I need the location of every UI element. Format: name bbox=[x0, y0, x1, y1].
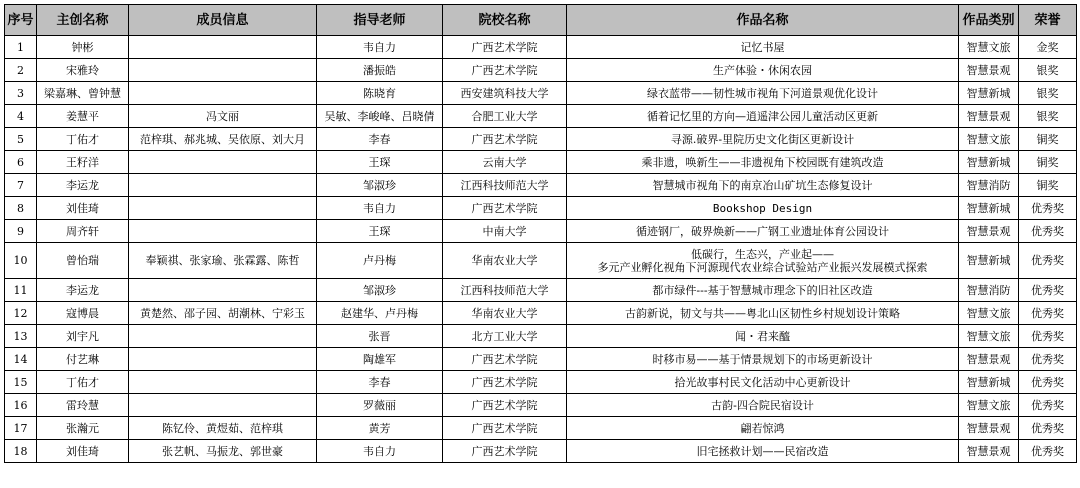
cell-work: 记忆书屋 bbox=[567, 36, 959, 59]
cell-advisor: 张晋 bbox=[317, 325, 443, 348]
table-row bbox=[5, 325, 1077, 348]
cell-members bbox=[129, 151, 317, 174]
cell-lead: 李运龙 bbox=[37, 174, 129, 197]
cell-members bbox=[129, 36, 317, 59]
cell-advisor: 王琛 bbox=[317, 220, 443, 243]
cell-lead: 梁嘉琳、曾钟慧 bbox=[37, 82, 129, 105]
cell-honor: 优秀奖 bbox=[1019, 371, 1077, 394]
cell-school: 广西艺术学院 bbox=[443, 128, 567, 151]
cell-members bbox=[129, 220, 317, 243]
cell-school: 广西艺术学院 bbox=[443, 394, 567, 417]
cell-category: 智慧新城 bbox=[959, 197, 1019, 220]
cell-lead: 张瀚元 bbox=[37, 417, 129, 440]
cell-index: 8 bbox=[5, 197, 37, 220]
cell-work-line: 低碳行，生态兴，产业起—— bbox=[691, 247, 834, 261]
cell-honor: 优秀奖 bbox=[1019, 325, 1077, 348]
cell-members: 陈钇伶、黄煜茹、范梓琪 bbox=[129, 417, 317, 440]
cell-category: 智慧文旅 bbox=[959, 325, 1019, 348]
cell-advisor: 罗薇丽 bbox=[317, 394, 443, 417]
cell-index: 13 bbox=[5, 325, 37, 348]
cell-school: 广西艺术学院 bbox=[443, 440, 567, 463]
header-lead: 主创名称 bbox=[37, 5, 129, 36]
header-advisor: 指导老师 bbox=[317, 5, 443, 36]
cell-honor: 银奖 bbox=[1019, 82, 1077, 105]
table-row bbox=[5, 348, 1077, 371]
table-row bbox=[5, 174, 1077, 197]
cell-index: 4 bbox=[5, 105, 37, 128]
cell-category: 智慧新城 bbox=[959, 243, 1019, 279]
cell-school: 合肥工业大学 bbox=[443, 105, 567, 128]
cell-work: 绿衣蓝带——韧性城市视角下河道景观优化设计 bbox=[567, 82, 959, 105]
cell-lead: 寇博晨 bbox=[37, 302, 129, 325]
cell-members bbox=[129, 394, 317, 417]
header-row bbox=[5, 5, 1077, 36]
cell-lead: 付艺琳 bbox=[37, 348, 129, 371]
cell-work: 旧宅拯救计划——民宿改造 bbox=[567, 440, 959, 463]
table-row bbox=[5, 82, 1077, 105]
cell-honor: 优秀奖 bbox=[1019, 279, 1077, 302]
cell-school: 西安建筑科技大学 bbox=[443, 82, 567, 105]
table-row bbox=[5, 128, 1077, 151]
cell-school: 广西艺术学院 bbox=[443, 59, 567, 82]
cell-lead: 周齐轩 bbox=[37, 220, 129, 243]
cell-honor: 铜奖 bbox=[1019, 128, 1077, 151]
table-row bbox=[5, 394, 1077, 417]
cell-work: 闻・君来醯 bbox=[567, 325, 959, 348]
cell-work bbox=[567, 243, 959, 279]
table-body bbox=[5, 36, 1077, 463]
cell-school: 中南大学 bbox=[443, 220, 567, 243]
cell-lead: 宋雅玲 bbox=[37, 59, 129, 82]
cell-category: 智慧新城 bbox=[959, 371, 1019, 394]
cell-advisor: 陈晓育 bbox=[317, 82, 443, 105]
cell-category: 智慧景观 bbox=[959, 417, 1019, 440]
table-row bbox=[5, 440, 1077, 463]
cell-work: 拾光故事村民文化活动中心更新设计 bbox=[567, 371, 959, 394]
cell-work: 乘非遗，唤新生——非遗视角下校园既有建筑改造 bbox=[567, 151, 959, 174]
cell-advisor: 邹淑珍 bbox=[317, 279, 443, 302]
cell-advisor: 韦自力 bbox=[317, 36, 443, 59]
cell-category: 智慧景观 bbox=[959, 59, 1019, 82]
cell-honor: 金奖 bbox=[1019, 36, 1077, 59]
cell-advisor: 黄芳 bbox=[317, 417, 443, 440]
cell-members: 冯文丽 bbox=[129, 105, 317, 128]
cell-work: 智慧城市视角下的南京冶山矿坑生态修复设计 bbox=[567, 174, 959, 197]
cell-index: 12 bbox=[5, 302, 37, 325]
header-honor: 荣誉 bbox=[1019, 5, 1077, 36]
cell-members bbox=[129, 197, 317, 220]
table-row bbox=[5, 302, 1077, 325]
cell-category: 智慧文旅 bbox=[959, 36, 1019, 59]
cell-advisor: 王琛 bbox=[317, 151, 443, 174]
cell-members bbox=[129, 174, 317, 197]
cell-lead: 丁佑才 bbox=[37, 128, 129, 151]
cell-lead: 王籽洋 bbox=[37, 151, 129, 174]
cell-advisor: 陶雄军 bbox=[317, 348, 443, 371]
table-row bbox=[5, 105, 1077, 128]
cell-category: 智慧景观 bbox=[959, 440, 1019, 463]
cell-school: 华南农业大学 bbox=[443, 302, 567, 325]
cell-school: 广西艺术学院 bbox=[443, 348, 567, 371]
cell-honor: 优秀奖 bbox=[1019, 440, 1077, 463]
cell-members bbox=[129, 348, 317, 371]
cell-index: 6 bbox=[5, 151, 37, 174]
cell-index: 14 bbox=[5, 348, 37, 371]
cell-lead: 丁佑才 bbox=[37, 371, 129, 394]
table-row bbox=[5, 151, 1077, 174]
cell-work-line: 多元产业孵化视角下河源现代农业综合试验站产业振兴发展模式探索 bbox=[597, 260, 928, 274]
cell-category: 智慧新城 bbox=[959, 151, 1019, 174]
header-members: 成员信息 bbox=[129, 5, 317, 36]
header-index: 序号 bbox=[5, 5, 37, 36]
cell-honor: 优秀奖 bbox=[1019, 348, 1077, 371]
cell-lead: 刘佳琦 bbox=[37, 440, 129, 463]
cell-honor: 优秀奖 bbox=[1019, 220, 1077, 243]
cell-index: 15 bbox=[5, 371, 37, 394]
cell-work: Bookshop Design bbox=[567, 197, 959, 220]
table-row bbox=[5, 197, 1077, 220]
cell-category: 智慧景观 bbox=[959, 348, 1019, 371]
cell-honor: 优秀奖 bbox=[1019, 394, 1077, 417]
cell-lead: 钟彬 bbox=[37, 36, 129, 59]
cell-honor: 优秀奖 bbox=[1019, 302, 1077, 325]
header-work: 作品名称 bbox=[567, 5, 959, 36]
cell-lead: 刘宇凡 bbox=[37, 325, 129, 348]
cell-work: 都市绿件---基于智慧城市理念下的旧社区改造 bbox=[567, 279, 959, 302]
cell-members bbox=[129, 59, 317, 82]
cell-lead: 刘佳琦 bbox=[37, 197, 129, 220]
cell-members: 奉颖祺、张家瑜、张霖露、陈哲 bbox=[129, 243, 317, 279]
cell-category: 智慧文旅 bbox=[959, 128, 1019, 151]
cell-category: 智慧文旅 bbox=[959, 302, 1019, 325]
cell-honor: 优秀奖 bbox=[1019, 243, 1077, 279]
table-row bbox=[5, 59, 1077, 82]
cell-members: 黄楚然、邵子园、胡潮林、宁彩玉 bbox=[129, 302, 317, 325]
cell-work: 生产体验・休闲农园 bbox=[567, 59, 959, 82]
cell-category: 智慧景观 bbox=[959, 220, 1019, 243]
cell-advisor: 李春 bbox=[317, 371, 443, 394]
cell-members: 范梓琪、郝兆城、吴依原、刘大月 bbox=[129, 128, 317, 151]
cell-category: 智慧新城 bbox=[959, 82, 1019, 105]
cell-advisor: 赵建华、卢丹梅 bbox=[317, 302, 443, 325]
table-row bbox=[5, 243, 1077, 279]
cell-category: 智慧景观 bbox=[959, 105, 1019, 128]
cell-advisor: 韦自力 bbox=[317, 197, 443, 220]
cell-work: 古韵-四合院民宿设计 bbox=[567, 394, 959, 417]
cell-category: 智慧文旅 bbox=[959, 394, 1019, 417]
cell-index: 9 bbox=[5, 220, 37, 243]
cell-advisor: 韦自力 bbox=[317, 440, 443, 463]
cell-index: 5 bbox=[5, 128, 37, 151]
cell-school: 华南农业大学 bbox=[443, 243, 567, 279]
table-header bbox=[5, 5, 1077, 36]
cell-school: 广西艺术学院 bbox=[443, 417, 567, 440]
cell-work: 寻源.破界-里院历史文化街区更新设计 bbox=[567, 128, 959, 151]
table-row bbox=[5, 371, 1077, 394]
cell-members bbox=[129, 279, 317, 302]
cell-honor: 优秀奖 bbox=[1019, 417, 1077, 440]
cell-category: 智慧消防 bbox=[959, 174, 1019, 197]
table-row bbox=[5, 417, 1077, 440]
cell-members: 张艺帆、马振龙、郭世豪 bbox=[129, 440, 317, 463]
cell-honor: 铜奖 bbox=[1019, 151, 1077, 174]
cell-work: 循着记忆里的方向—逍遥津公园儿童活动区更新 bbox=[567, 105, 959, 128]
cell-members bbox=[129, 82, 317, 105]
cell-honor: 银奖 bbox=[1019, 59, 1077, 82]
cell-members bbox=[129, 325, 317, 348]
cell-school: 广西艺术学院 bbox=[443, 371, 567, 394]
cell-lead: 姜慧平 bbox=[37, 105, 129, 128]
cell-advisor: 李春 bbox=[317, 128, 443, 151]
cell-school: 北方工业大学 bbox=[443, 325, 567, 348]
cell-advisor: 邹淑珍 bbox=[317, 174, 443, 197]
cell-lead: 雷玲慧 bbox=[37, 394, 129, 417]
cell-index: 7 bbox=[5, 174, 37, 197]
cell-work: 时移市易——基于情景规划下的市场更新设计 bbox=[567, 348, 959, 371]
table-row bbox=[5, 220, 1077, 243]
cell-work: 循迹钢厂，破界焕新——广钢工业遗址体育公园设计 bbox=[567, 220, 959, 243]
cell-school: 广西艺术学院 bbox=[443, 36, 567, 59]
cell-category: 智慧消防 bbox=[959, 279, 1019, 302]
table-row bbox=[5, 279, 1077, 302]
cell-lead: 李运龙 bbox=[37, 279, 129, 302]
cell-school: 云南大学 bbox=[443, 151, 567, 174]
cell-work: 古韵新说，韧文与共——粤北山区韧性乡村规划设计策略 bbox=[567, 302, 959, 325]
cell-index: 1 bbox=[5, 36, 37, 59]
cell-index: 11 bbox=[5, 279, 37, 302]
cell-school: 江西科技师范大学 bbox=[443, 279, 567, 302]
table-row bbox=[5, 36, 1077, 59]
cell-lead: 曾怡瑞 bbox=[37, 243, 129, 279]
cell-work: 翩若惊鸿 bbox=[567, 417, 959, 440]
cell-honor: 银奖 bbox=[1019, 105, 1077, 128]
header-category: 作品类别 bbox=[959, 5, 1019, 36]
cell-advisor: 卢丹梅 bbox=[317, 243, 443, 279]
header-school: 院校名称 bbox=[443, 5, 567, 36]
cell-advisor: 吴敏、李峻峰、吕晓倩 bbox=[317, 105, 443, 128]
cell-index: 2 bbox=[5, 59, 37, 82]
cell-advisor: 潘振皓 bbox=[317, 59, 443, 82]
cell-index: 3 bbox=[5, 82, 37, 105]
cell-index: 17 bbox=[5, 417, 37, 440]
awards-table bbox=[4, 4, 1077, 463]
cell-members bbox=[129, 371, 317, 394]
cell-index: 16 bbox=[5, 394, 37, 417]
cell-school: 广西艺术学院 bbox=[443, 197, 567, 220]
cell-honor: 优秀奖 bbox=[1019, 197, 1077, 220]
cell-index: 10 bbox=[5, 243, 37, 279]
cell-school: 江西科技师范大学 bbox=[443, 174, 567, 197]
cell-honor: 铜奖 bbox=[1019, 174, 1077, 197]
cell-index: 18 bbox=[5, 440, 37, 463]
